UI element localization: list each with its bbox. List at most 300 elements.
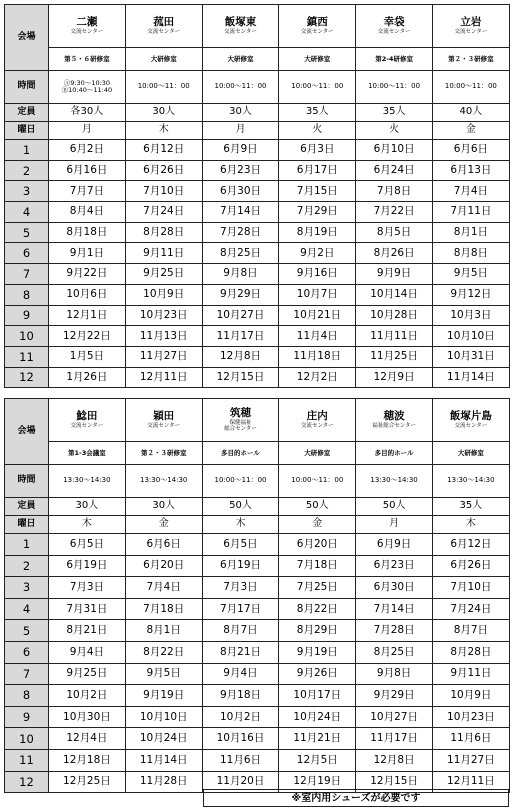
session-row xyxy=(5,264,510,285)
venue-label: 会場 xyxy=(5,399,49,465)
date-cell: 8月28日 xyxy=(432,641,509,663)
time-label: 時間 xyxy=(5,465,49,498)
venue-name: 飯塚東 xyxy=(224,15,257,28)
room-row xyxy=(5,48,510,71)
date-cell: 7月4日 xyxy=(432,181,509,202)
date-cell: 10月10日 xyxy=(125,706,202,728)
date-cell: 6月30日 xyxy=(202,181,279,202)
date-cell: 9月25日 xyxy=(125,264,202,285)
date-cell: 8月22日 xyxy=(125,641,202,663)
weekday-cell: 金 xyxy=(432,122,509,140)
date-cell: 7月24日 xyxy=(125,202,202,223)
venue-name: 穎田 xyxy=(153,409,175,422)
room-cell: 第2-4研修室 xyxy=(356,48,433,71)
date-cell: 10月28日 xyxy=(356,305,433,326)
date-cell: 7月8日 xyxy=(356,181,433,202)
date-cell: 9月25日 xyxy=(49,663,126,685)
date-cell: 8月26日 xyxy=(356,243,433,264)
room-cell: 大研修室 xyxy=(432,442,509,465)
date-cell: 10月16日 xyxy=(202,728,279,750)
weekday-cell: 木 xyxy=(125,122,202,140)
date-cell: 12月11日 xyxy=(125,367,202,388)
session-row xyxy=(5,577,510,599)
date-cell: 6月9日 xyxy=(356,534,433,556)
date-cell: 9月11日 xyxy=(432,663,509,685)
capacity-label: 定員 xyxy=(5,104,49,122)
time-cell xyxy=(432,465,509,498)
time-text: 13:30～14:30 xyxy=(63,476,111,485)
date-cell: 8月25日 xyxy=(202,243,279,264)
date-cell: 10月6日 xyxy=(49,284,126,305)
date-cell: 7月3日 xyxy=(49,577,126,599)
room-row xyxy=(5,442,510,465)
weekday-cell: 火 xyxy=(356,122,433,140)
date-cell: 9月5日 xyxy=(432,264,509,285)
time-text: 10:00～11：00 xyxy=(214,82,267,91)
date-cell: 9月29日 xyxy=(202,284,279,305)
date-cell: 6月16日 xyxy=(49,160,126,181)
date-cell: 8月22日 xyxy=(279,598,356,620)
time-text: Ⓑ10:40～11:40 xyxy=(61,86,113,94)
weekday-cell: 木 xyxy=(49,516,126,534)
time-text: 10:00～11：00 xyxy=(214,476,267,485)
time-cell xyxy=(356,465,433,498)
session-number: 8 xyxy=(5,284,49,305)
venue-subtitle-2: 総合センター xyxy=(224,425,257,432)
capacity-cell: 35人 xyxy=(356,104,433,122)
venue-name: 穂波 xyxy=(383,409,405,422)
date-cell: 9月29日 xyxy=(356,685,433,707)
date-cell: 8月1日 xyxy=(432,222,509,243)
session-row xyxy=(5,641,510,663)
date-cell: 6月12日 xyxy=(125,140,202,161)
date-cell: 9月4日 xyxy=(202,663,279,685)
room-cell: 大研修室 xyxy=(202,48,279,71)
date-cell: 7月28日 xyxy=(202,222,279,243)
date-cell: 12月15日 xyxy=(356,771,433,793)
date-cell: 8月7日 xyxy=(202,620,279,642)
date-cell: 12月11日 xyxy=(432,771,509,793)
weekday-label: 曜日 xyxy=(5,122,49,140)
date-cell: 10月21日 xyxy=(279,305,356,326)
date-cell: 9月18日 xyxy=(202,685,279,707)
date-cell: 11月14日 xyxy=(125,749,202,771)
session-number: 3 xyxy=(5,181,49,202)
date-cell: 11月18日 xyxy=(279,346,356,367)
session-number: 5 xyxy=(5,222,49,243)
time-text: 13:30～14:30 xyxy=(370,476,418,485)
session-row xyxy=(5,367,510,388)
date-cell: 10月30日 xyxy=(49,706,126,728)
date-cell: 8月8日 xyxy=(432,243,509,264)
date-cell: 10月27日 xyxy=(202,305,279,326)
venue-subtitle: 交流センター xyxy=(300,422,334,429)
date-cell: 11月28日 xyxy=(125,771,202,793)
date-cell: 6月6日 xyxy=(432,140,509,161)
time-cell xyxy=(125,71,202,104)
date-cell: 7月15日 xyxy=(279,181,356,202)
date-cell: 10月14日 xyxy=(356,284,433,305)
time-text: 10:00～11：00 xyxy=(444,82,497,91)
date-cell: 7月29日 xyxy=(279,202,356,223)
time-text: 10:00～11：00 xyxy=(291,82,344,91)
venue-name: 庄内 xyxy=(306,409,328,422)
session-number: 2 xyxy=(5,555,49,577)
venue-cell xyxy=(125,5,202,48)
session-number: 4 xyxy=(5,598,49,620)
venue-name: 幸袋 xyxy=(383,15,405,28)
session-row xyxy=(5,728,510,750)
capacity-cell: 50人 xyxy=(279,498,356,516)
date-cell: 7月31日 xyxy=(49,598,126,620)
date-cell: 12月2日 xyxy=(279,367,356,388)
date-cell: 9月19日 xyxy=(125,685,202,707)
session-row xyxy=(5,620,510,642)
session-number: 1 xyxy=(5,534,49,556)
session-row xyxy=(5,181,510,202)
session-row xyxy=(5,346,510,367)
weekday-cell: 金 xyxy=(125,516,202,534)
time-cell xyxy=(49,465,126,498)
date-cell: 7月25日 xyxy=(279,577,356,599)
time-text: 10:00～11：00 xyxy=(137,82,190,91)
date-cell: 11月13日 xyxy=(125,326,202,347)
room-cell: 第５・６研修室 xyxy=(49,48,126,71)
date-cell: 11月20日 xyxy=(202,771,279,793)
session-number: 4 xyxy=(5,202,49,223)
venue-cell xyxy=(49,5,126,48)
date-cell: 7月22日 xyxy=(356,202,433,223)
session-number: 8 xyxy=(5,685,49,707)
schedule-table-lower xyxy=(4,398,510,793)
weekday-cell: 木 xyxy=(202,516,279,534)
date-cell: 7月17日 xyxy=(202,598,279,620)
date-cell: 9月12日 xyxy=(432,284,509,305)
capacity-cell: 50人 xyxy=(356,498,433,516)
date-cell: 10月9日 xyxy=(432,685,509,707)
date-cell: 6月26日 xyxy=(125,160,202,181)
date-cell: 12月5日 xyxy=(279,749,356,771)
date-cell: 11月6日 xyxy=(432,728,509,750)
time-row xyxy=(5,71,510,104)
venue-name: 菰田 xyxy=(153,15,175,28)
venue-subtitle: 交流センター xyxy=(70,28,104,35)
date-cell: 10月10日 xyxy=(432,326,509,347)
venue-name: 飯塚片島 xyxy=(449,409,492,422)
session-number: 1 xyxy=(5,140,49,161)
venue-cell xyxy=(432,399,509,442)
venue-cell xyxy=(49,399,126,442)
weekday-cell: 月 xyxy=(356,516,433,534)
venue-cell xyxy=(356,399,433,442)
date-cell: 12月15日 xyxy=(202,367,279,388)
date-cell: 7月3日 xyxy=(202,577,279,599)
room-cell: 大研修室 xyxy=(279,48,356,71)
date-cell: 12月9日 xyxy=(356,367,433,388)
date-cell: 6月30日 xyxy=(356,577,433,599)
date-cell: 6月20日 xyxy=(125,555,202,577)
date-cell: 7月18日 xyxy=(279,555,356,577)
date-cell: 8月4日 xyxy=(49,202,126,223)
date-cell: 8月18日 xyxy=(49,222,126,243)
session-number: 9 xyxy=(5,706,49,728)
time-cell xyxy=(356,71,433,104)
venue-subtitle: 交流センター xyxy=(70,422,104,429)
venue-cell xyxy=(279,399,356,442)
date-cell: 6月5日 xyxy=(202,534,279,556)
weekday-cell: 月 xyxy=(202,122,279,140)
date-cell: 12月8日 xyxy=(202,346,279,367)
venue-cell xyxy=(125,399,202,442)
venue-name: 筑穂 xyxy=(229,406,251,419)
capacity-label: 定員 xyxy=(5,498,49,516)
date-cell: 7月4日 xyxy=(125,577,202,599)
date-cell: 8月21日 xyxy=(49,620,126,642)
venue-cell xyxy=(279,5,356,48)
date-cell: 6月9日 xyxy=(202,140,279,161)
date-cell: 10月24日 xyxy=(125,728,202,750)
date-cell: 7月7日 xyxy=(49,181,126,202)
date-cell: 10月9日 xyxy=(125,284,202,305)
room-cell: 第２・３研修室 xyxy=(432,48,509,71)
date-cell: 8月28日 xyxy=(125,222,202,243)
date-cell: 11月21日 xyxy=(279,728,356,750)
capacity-row xyxy=(5,498,510,516)
session-row xyxy=(5,140,510,161)
time-cell xyxy=(49,71,126,104)
date-cell: 11月25日 xyxy=(356,346,433,367)
room-cell: 第２・３研修室 xyxy=(125,442,202,465)
schedule-table-upper xyxy=(4,4,510,388)
date-cell: 6月13日 xyxy=(432,160,509,181)
date-cell: 7月14日 xyxy=(356,598,433,620)
venue-subtitle: 保健福祉 xyxy=(229,419,252,426)
session-row xyxy=(5,749,510,771)
capacity-row xyxy=(5,104,510,122)
room-cell: 大研修室 xyxy=(125,48,202,71)
date-cell: 12月1日 xyxy=(49,305,126,326)
date-cell: 10月27日 xyxy=(356,706,433,728)
capacity-cell: 30人 xyxy=(49,498,126,516)
date-cell: 12月18日 xyxy=(49,749,126,771)
date-cell: 8月19日 xyxy=(279,222,356,243)
session-row xyxy=(5,222,510,243)
date-cell: 6月19日 xyxy=(202,555,279,577)
capacity-cell: 各30人 xyxy=(49,104,126,122)
time-text: 10:00～11：00 xyxy=(291,476,344,485)
venue-name: 立岩 xyxy=(460,15,482,28)
date-cell: 6月23日 xyxy=(202,160,279,181)
date-cell: 12月22日 xyxy=(49,326,126,347)
session-number: 11 xyxy=(5,749,49,771)
time-text: 13:30～14:30 xyxy=(140,476,188,485)
date-cell: 10月2日 xyxy=(202,706,279,728)
venue-subtitle: 交流センター xyxy=(454,28,488,35)
capacity-cell: 30人 xyxy=(125,498,202,516)
venue-cell xyxy=(356,5,433,48)
venue-name: 二瀬 xyxy=(76,15,98,28)
date-cell: 9月11日 xyxy=(125,243,202,264)
date-cell: 11月4日 xyxy=(279,326,356,347)
date-cell: 7月14日 xyxy=(202,202,279,223)
venue-subtitle: 交流センター xyxy=(147,28,181,35)
weekday-label: 曜日 xyxy=(5,516,49,534)
capacity-cell: 40人 xyxy=(432,104,509,122)
venue-cell xyxy=(432,5,509,48)
time-text: 13:30～14:30 xyxy=(447,476,495,485)
date-cell: 8月29日 xyxy=(279,620,356,642)
date-cell: 9月22日 xyxy=(49,264,126,285)
venue-cell xyxy=(202,399,279,442)
weekday-row xyxy=(5,516,510,534)
date-cell: 8月25日 xyxy=(356,641,433,663)
date-cell: 1月5日 xyxy=(49,346,126,367)
date-cell: 8月1日 xyxy=(125,620,202,642)
time-cell xyxy=(202,465,279,498)
venue-name: 鯰田 xyxy=(76,409,98,422)
session-number: 2 xyxy=(5,160,49,181)
venue-row xyxy=(5,399,510,442)
venue-subtitle: 交流センター xyxy=(224,28,257,35)
session-row xyxy=(5,685,510,707)
date-cell: 12月4日 xyxy=(49,728,126,750)
venue-subtitle: 交流センター xyxy=(300,28,334,35)
date-cell: 6月3日 xyxy=(279,140,356,161)
time-cell xyxy=(279,465,356,498)
date-cell: 9月19日 xyxy=(279,641,356,663)
session-row xyxy=(5,284,510,305)
date-cell: 7月28日 xyxy=(356,620,433,642)
session-number: 10 xyxy=(5,728,49,750)
capacity-cell: 35人 xyxy=(279,104,356,122)
time-label: 時間 xyxy=(5,71,49,104)
date-cell: 9月8日 xyxy=(202,264,279,285)
date-cell: 8月21日 xyxy=(202,641,279,663)
session-number: 6 xyxy=(5,641,49,663)
time-row xyxy=(5,465,510,498)
date-cell: 6月17日 xyxy=(279,160,356,181)
date-cell: 9月8日 xyxy=(356,663,433,685)
weekday-cell: 金 xyxy=(279,516,356,534)
date-cell: 12月8日 xyxy=(356,749,433,771)
capacity-cell: 35人 xyxy=(432,498,509,516)
venue-name: 鎮西 xyxy=(306,15,328,28)
date-cell: 10月23日 xyxy=(125,305,202,326)
date-cell: 8月5日 xyxy=(356,222,433,243)
date-cell: 10月2日 xyxy=(49,685,126,707)
session-row xyxy=(5,598,510,620)
date-cell: 6月10日 xyxy=(356,140,433,161)
date-cell: 9月26日 xyxy=(279,663,356,685)
venue-subtitle: 交流センター xyxy=(147,422,181,429)
time-cell xyxy=(202,71,279,104)
date-cell: 10月17日 xyxy=(279,685,356,707)
date-cell: 6月5日 xyxy=(49,534,126,556)
time-cell xyxy=(432,71,509,104)
date-cell: 12月19日 xyxy=(279,771,356,793)
venue-row xyxy=(5,5,510,48)
capacity-cell: 30人 xyxy=(202,104,279,122)
session-row xyxy=(5,202,510,223)
date-cell: 9月4日 xyxy=(49,641,126,663)
weekday-row xyxy=(5,122,510,140)
date-cell: 10月23日 xyxy=(432,706,509,728)
venue-subtitle: 交流センター xyxy=(454,422,488,429)
date-cell: 8月7日 xyxy=(432,620,509,642)
date-cell: 9月16日 xyxy=(279,264,356,285)
venue-cell xyxy=(202,5,279,48)
session-number: 12 xyxy=(5,771,49,793)
date-cell: 7月10日 xyxy=(432,577,509,599)
date-cell: 9月9日 xyxy=(356,264,433,285)
room-cell: 第1-3会議室 xyxy=(49,442,126,465)
date-cell: 11月27日 xyxy=(125,346,202,367)
date-cell: 10月7日 xyxy=(279,284,356,305)
date-cell: 10月24日 xyxy=(279,706,356,728)
session-number: 7 xyxy=(5,663,49,685)
session-number: 12 xyxy=(5,367,49,388)
time-cell xyxy=(125,465,202,498)
time-cell xyxy=(279,71,356,104)
weekday-cell: 月 xyxy=(49,122,126,140)
venue-subtitle: 交流センター xyxy=(377,28,411,35)
date-cell: 9月1日 xyxy=(49,243,126,264)
date-cell: 7月11日 xyxy=(432,202,509,223)
session-row xyxy=(5,663,510,685)
room-cell: 多目的ホール xyxy=(202,442,279,465)
date-cell: 11月11日 xyxy=(356,326,433,347)
session-number: 10 xyxy=(5,326,49,347)
date-cell: 1月26日 xyxy=(49,367,126,388)
date-cell: 7月24日 xyxy=(432,598,509,620)
session-row xyxy=(5,305,510,326)
date-cell: 6月26日 xyxy=(432,555,509,577)
date-cell: 11月14日 xyxy=(432,367,509,388)
capacity-cell: 30人 xyxy=(125,104,202,122)
date-cell: 11月17日 xyxy=(202,326,279,347)
date-cell: 6月2日 xyxy=(49,140,126,161)
date-cell: 10月31日 xyxy=(432,346,509,367)
capacity-cell: 50人 xyxy=(202,498,279,516)
venue-label: 会場 xyxy=(5,5,49,71)
date-cell: 11月6日 xyxy=(202,749,279,771)
shoes-note: ※室内用シューズが必要です xyxy=(203,789,509,807)
session-number: 3 xyxy=(5,577,49,599)
session-row xyxy=(5,555,510,577)
session-number: 7 xyxy=(5,264,49,285)
session-row xyxy=(5,534,510,556)
session-number: 5 xyxy=(5,620,49,642)
time-text: Ⓐ9:30～10:30 xyxy=(63,79,111,88)
date-cell: 6月19日 xyxy=(49,555,126,577)
session-row xyxy=(5,243,510,264)
session-number: 11 xyxy=(5,346,49,367)
date-cell: 11月17日 xyxy=(356,728,433,750)
weekday-cell: 木 xyxy=(432,516,509,534)
venue-subtitle: 福祉総合センター xyxy=(372,422,416,429)
date-cell: 6月6日 xyxy=(125,534,202,556)
date-cell: 6月23日 xyxy=(356,555,433,577)
date-cell: 12月25日 xyxy=(49,771,126,793)
date-cell: 7月18日 xyxy=(125,598,202,620)
date-cell: 9月5日 xyxy=(125,663,202,685)
date-cell: 7月10日 xyxy=(125,181,202,202)
session-number: 6 xyxy=(5,243,49,264)
date-cell: 11月27日 xyxy=(432,749,509,771)
room-cell: 多目的ホール xyxy=(356,442,433,465)
date-cell: 9月2日 xyxy=(279,243,356,264)
date-cell: 6月24日 xyxy=(356,160,433,181)
